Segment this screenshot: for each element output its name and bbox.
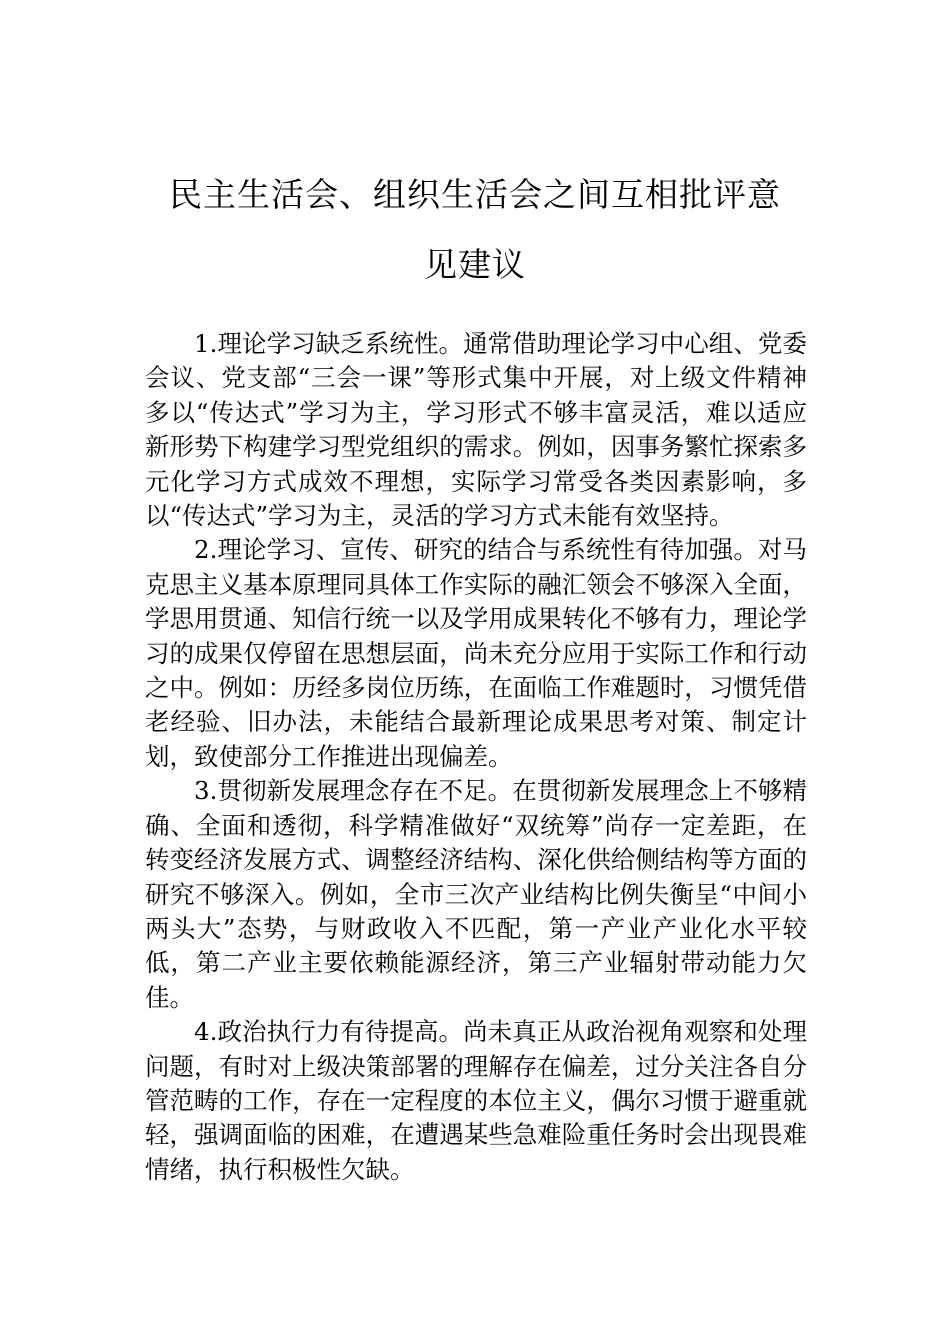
- title-line-1: 民主生活会、组织生活会之间互相批评意: [169, 175, 781, 214]
- title-line-2: 见建议: [424, 245, 526, 284]
- paragraph-1: 1.理论学习缺乏系统性。通常借助理论学习中心组、党委会议、党支部“三会一课”等形式集中开展，对上级文件精神多以“传达式”学习为主，学习形式不够丰富灵活，难以适应新形势下构建学习型党组织的需求。例如，因事务繁忙探索多元化学习方式成效不理想，实际学习常受各类因素影响，多以“传达式”学习为主，灵活的学习方式未能有效坚持。: [145, 329, 807, 531]
- paragraph-2: 2.理论学习、宣传、研究的结合与系统性有待加强。对马克思主义基本原理同具体工作实际的融汇领会不够深入全面，学思用贯通、知信行统一以及学用成果转化不够有力，理论学习的成果仅停留在思想层面，尚未充分应用于实际工作和行动之中。例如：历经多岗位历练，在面临工作难题时，习惯凭借老经验、旧办法，未能结合最新理论成果思考对策、制定计划，致使部分工作推进出现偏差。: [145, 535, 807, 771]
- paragraph-4: 4.政治执行力有待提高。尚未真正从政治视角观察和处理问题，有时对上级决策部署的理解存在偏差，过分关注各自分管范畴的工作，存在一定程度的本位主义，偶尔习惯于避重就轻，强调面临的困难，在遭遇某些急难险重任务时会出现畏难情绪，执行积极性欠缺。: [145, 1017, 807, 1184]
- paragraph-3: 3.贯彻新发展理念存在不足。在贯彻新发展理念上不够精确、全面和透彻，科学精准做好“双统筹”尚存一定差距，在转变经济发展方式、调整经济结构、深化供给侧结构等方面的研究不够深入。例如，全市三次产业结构比例失衡呈“中间小两头大”态势，与财政收入不匹配，第一产业产业化水平较低，第二产业主要依赖能源经济，第三产业辐射带动能力欠佳。: [145, 776, 807, 1012]
- document-title: [140, 160, 810, 300]
- document-body: [145, 327, 807, 1187]
